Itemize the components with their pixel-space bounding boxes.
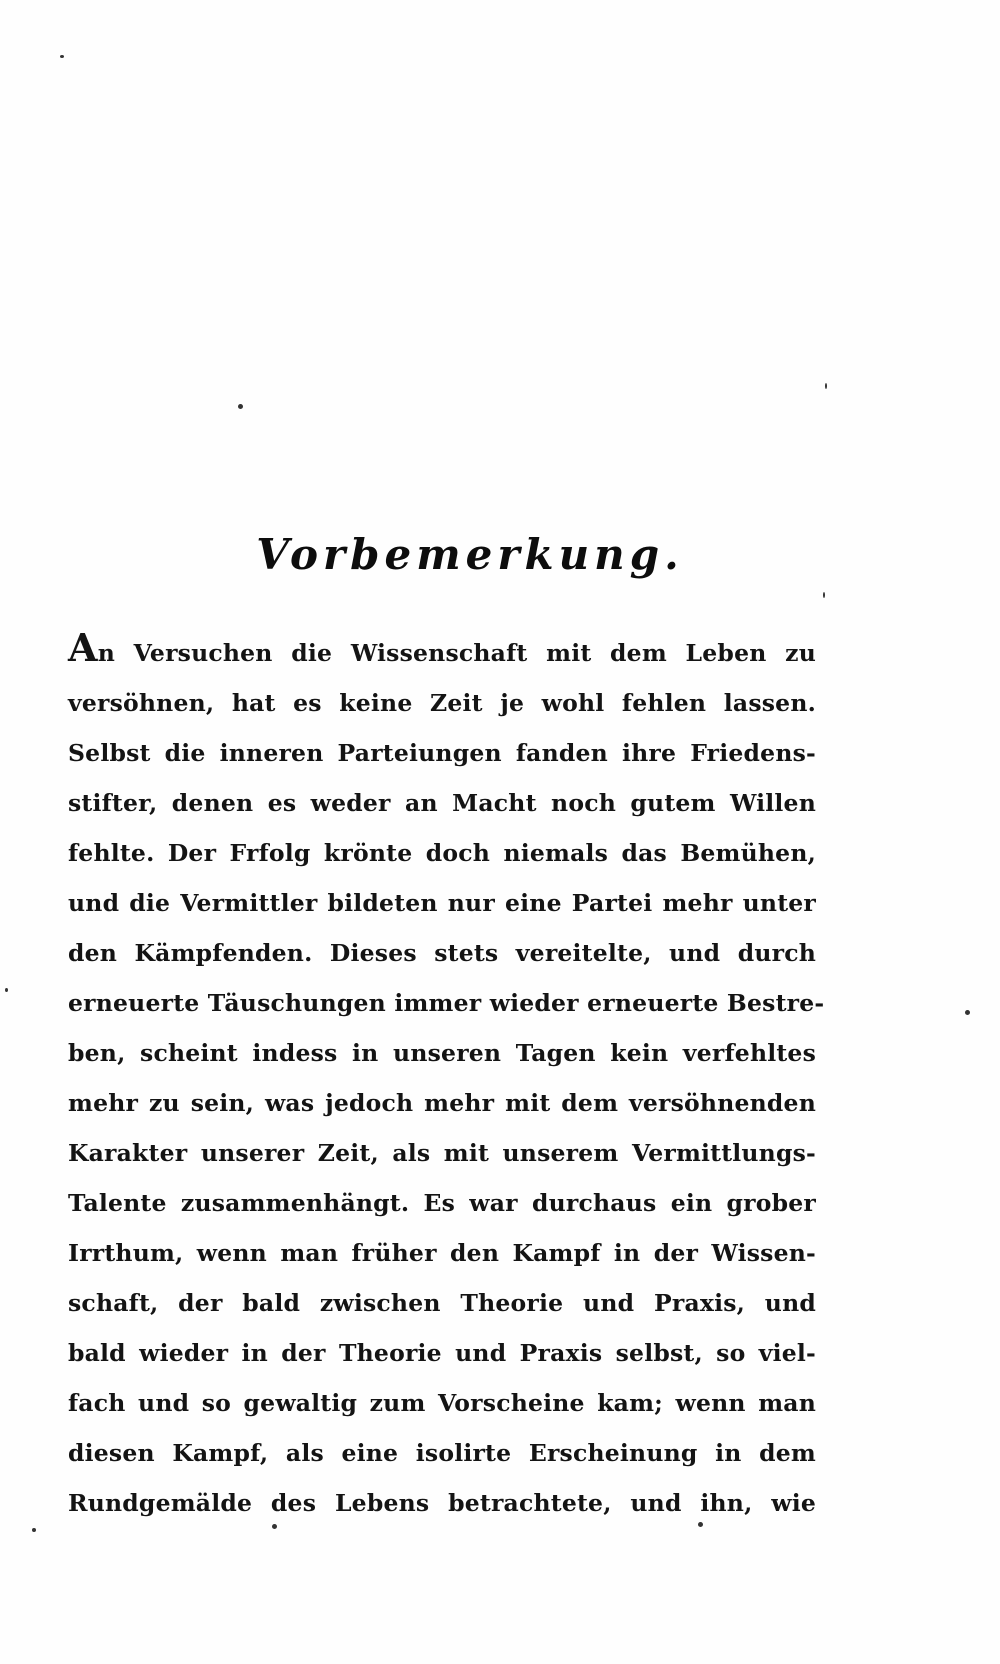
scan-speck xyxy=(272,1524,277,1529)
text-line-17: diesen Kampf, als eine isolirte Erscheinung in dem xyxy=(68,1439,816,1467)
text-line-1-rest: n Versuchen die Wissenschaft mit dem Leben zu xyxy=(97,639,816,667)
scan-speck xyxy=(32,1528,36,1532)
text-line-4: stifter, denen es weder an Macht noch gutem Willen xyxy=(68,789,816,817)
text-line-3: Selbst die inneren Parteiungen fanden ihre Friedens- xyxy=(68,739,816,767)
drop-cap: A xyxy=(68,625,98,670)
body-paragraph xyxy=(68,625,825,1528)
scan-speck xyxy=(825,383,827,389)
scan-speck xyxy=(238,404,243,409)
text-line-18: Rundgemälde des Lebens betrachtete, und ihn, wie xyxy=(68,1489,816,1517)
text-line-15: bald wieder in der Theorie und Praxis selbst, so viel- xyxy=(68,1339,816,1367)
scan-speck xyxy=(823,592,825,598)
section-heading: Vorbemerkung. xyxy=(256,530,684,579)
text-line-16: fach und so gewaltig zum Vorscheine kam; wenn man xyxy=(68,1389,816,1417)
scan-speck xyxy=(5,988,8,992)
text-line-8: erneuerte Täuschungen immer wieder erneuerte Bestre- xyxy=(68,989,825,1017)
text-line-7: den Kämpfenden. Dieses stets vereitelte, und durch xyxy=(68,939,816,967)
text-line-6: und die Vermittler bildeten nur eine Partei mehr unter xyxy=(68,889,816,917)
scan-speck xyxy=(698,1522,703,1527)
scan-speck xyxy=(965,1010,970,1015)
text-line-11: Karakter unserer Zeit, als mit unserem Vermittlungs- xyxy=(68,1139,816,1167)
text-line-2: versöhnen, hat es keine Zeit je wohl fehlen lassen. xyxy=(68,689,816,717)
text-line-5: fehlte. Der Frfolg krönte doch niemals das Bemühen, xyxy=(68,839,816,867)
text-line-10: mehr zu sein, was jedoch mehr mit dem versöhnenden xyxy=(68,1089,816,1117)
text-line-12: Talente zusammenhängt. Es war durchaus ein grober xyxy=(68,1189,816,1217)
scan-speck xyxy=(60,55,64,58)
text-line-14: schaft, der bald zwischen Theorie und Praxis, und xyxy=(68,1289,816,1317)
text-line-1 xyxy=(68,625,816,678)
text-line-13: Irrthum, wenn man früher den Kampf in der Wissen- xyxy=(68,1239,816,1267)
text-line-9: ben, scheint indess in unseren Tagen kein verfehltes xyxy=(68,1039,816,1067)
